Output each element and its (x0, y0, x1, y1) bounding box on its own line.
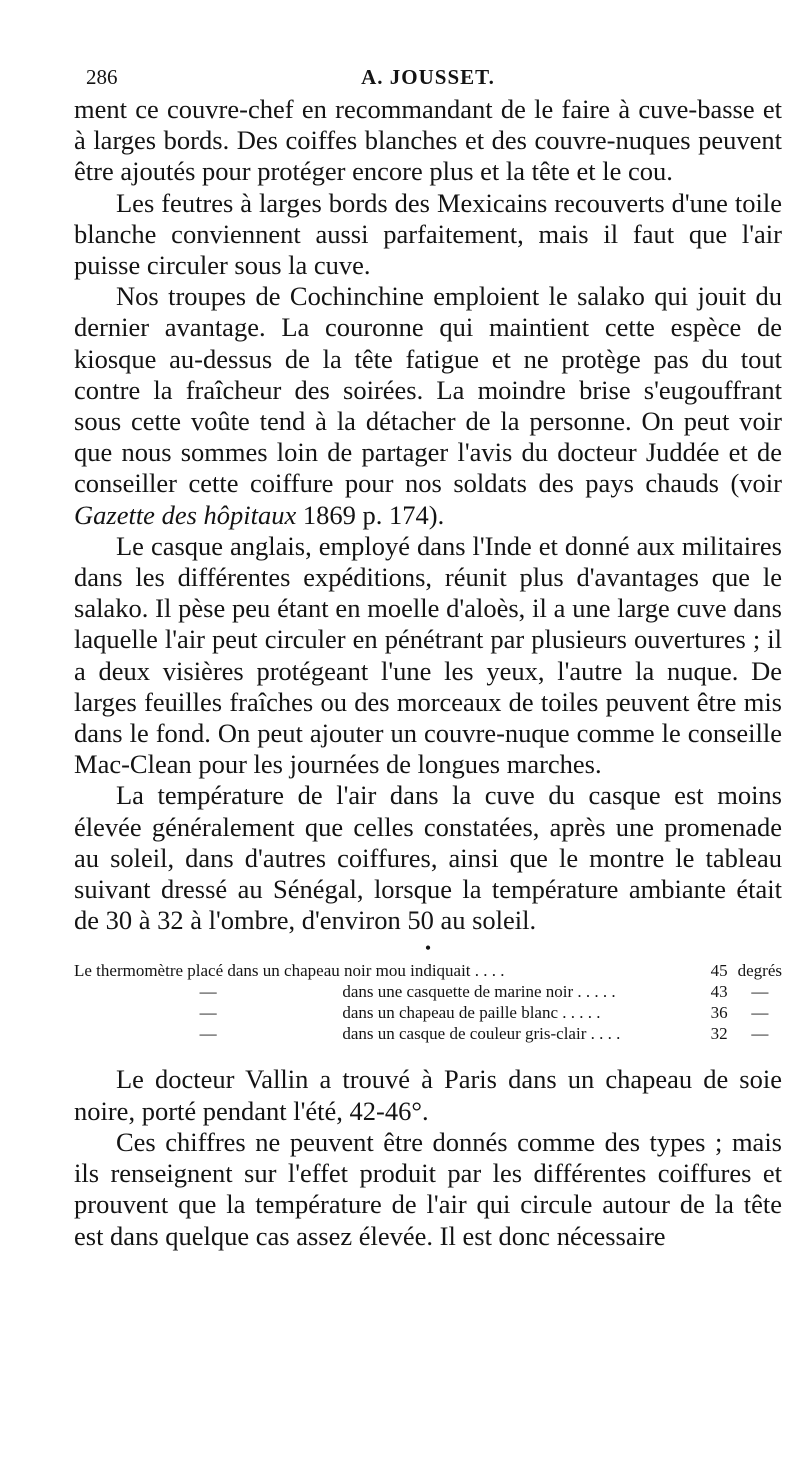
salako-text: Nos troupes de Cochinchine emploient le salako qui jouit du dernier avantage. La couronne qui maintient cette espèce de kiosque au-dessus de la tête fatigue et ne protège pas du tout contre la fraîcheur des soirées. La moindre brise s'eugouffrant sous cette voûte tend à la détacher de la personne. On peut voir que nous sommes loin de partager l'avis du docteur Juddée et de conseiller cette coiffure pour nos soldats des pays chauds (voir (74, 281, 782, 499)
table-row-value: 45 (710, 961, 728, 981)
running-title: A. JOUSSET. (361, 65, 495, 89)
table-row-unit: degrés (737, 961, 782, 981)
table-row-dash: — (199, 982, 217, 1002)
table-row (74, 960, 782, 981)
paragraph-mexican-hats: Les feutres à larges bords des Mexicains recouverts d'une toile blanche conviennent aussi parfaitement, mais il faut que l'air puisse circuler sous la cuve. (74, 187, 782, 281)
table-row-unit: — (751, 982, 769, 1002)
table-row-value: 36 (710, 1003, 728, 1023)
body-text (74, 94, 782, 936)
table-row-label: dans un casque de couleur gris-clair . . . . (342, 1024, 621, 1044)
table-row-label: dans une casquette de marine noir . . . . . (342, 982, 616, 1002)
journal-title: Gazette des hôpitaux (74, 499, 297, 530)
running-head (74, 60, 782, 94)
table-row-label: Le thermomètre placé dans un chapeau noir mou indiquait . . . . (74, 961, 505, 981)
table-row-value: 43 (710, 982, 728, 1002)
book-page (74, 60, 782, 1252)
table-row (74, 981, 782, 1002)
table-row (74, 1023, 782, 1044)
paragraph-vallin: Le docteur Vallin a trouvé à Paris dans un chapeau de soie noire, porté pendant l'été, 42-46°. (74, 1064, 782, 1126)
table-row-dash: — (199, 1003, 217, 1023)
table-row-dash: — (199, 1024, 217, 1044)
table-mark: • (424, 938, 432, 959)
paragraph-temperature: La température de l'air dans la cuve du casque est moins élevée généralement que celles constatées, après une promenade au soleil, dans d'autres coiffures, ainsi que le montre le tableau suivant dressé au Sénégal, lorsque la température ambiante était de 30 à 32 à l'ombre, d'environ 50 au soleil. (74, 780, 782, 936)
table-row-value: 32 (710, 1024, 728, 1044)
temperature-table (74, 960, 782, 1044)
paragraph-conclusion: Ces chiffres ne peuvent être donnés comme des types ; mais ils renseignent sur l'effet produit par les différentes coiffures et prouvent que la température de l'air qui circule autour de la tête est dans quelque cas assez élevée. Il est donc nécessaire (74, 1126, 782, 1251)
table-row (74, 1002, 782, 1023)
table-row-label: dans un chapeau de paille blanc . . . . . (342, 1003, 601, 1023)
table-row-unit: — (751, 1003, 769, 1023)
table-row-unit: — (751, 1024, 769, 1044)
paragraph-english-helmet: Le casque anglais, employé dans l'Inde et donné aux militaires dans les différentes expéditions, réunit plus d'avantages que le salako. Il pèse peu étant en moelle d'aloès, il a une large cuve dans laquelle l'air peut circuler en pénétrant par plusieurs ouvertures ; il a deux visières protégeant l'une les yeux, l'autre la nuque. De larges feuilles fraîches ou des morceaux de toiles peuvent être mis dans le fond. On peut ajouter un couvre-nuque comme le conseille Mac-Clean pour les journées de longues marches. (74, 530, 782, 780)
body-text-continued (74, 1064, 782, 1251)
paragraph-salako (74, 281, 782, 531)
page-number: 286 (86, 65, 118, 89)
paragraph-continued: ment ce couvre-chef en recommandant de le faire à cuve-basse et à larges bords. Des coiffes blanches et des couvre-nuques peuvent être ajoutés pour protéger encore plus et la tête et le cou. (74, 94, 782, 187)
citation-text: 1869 p. 174). (296, 499, 445, 530)
